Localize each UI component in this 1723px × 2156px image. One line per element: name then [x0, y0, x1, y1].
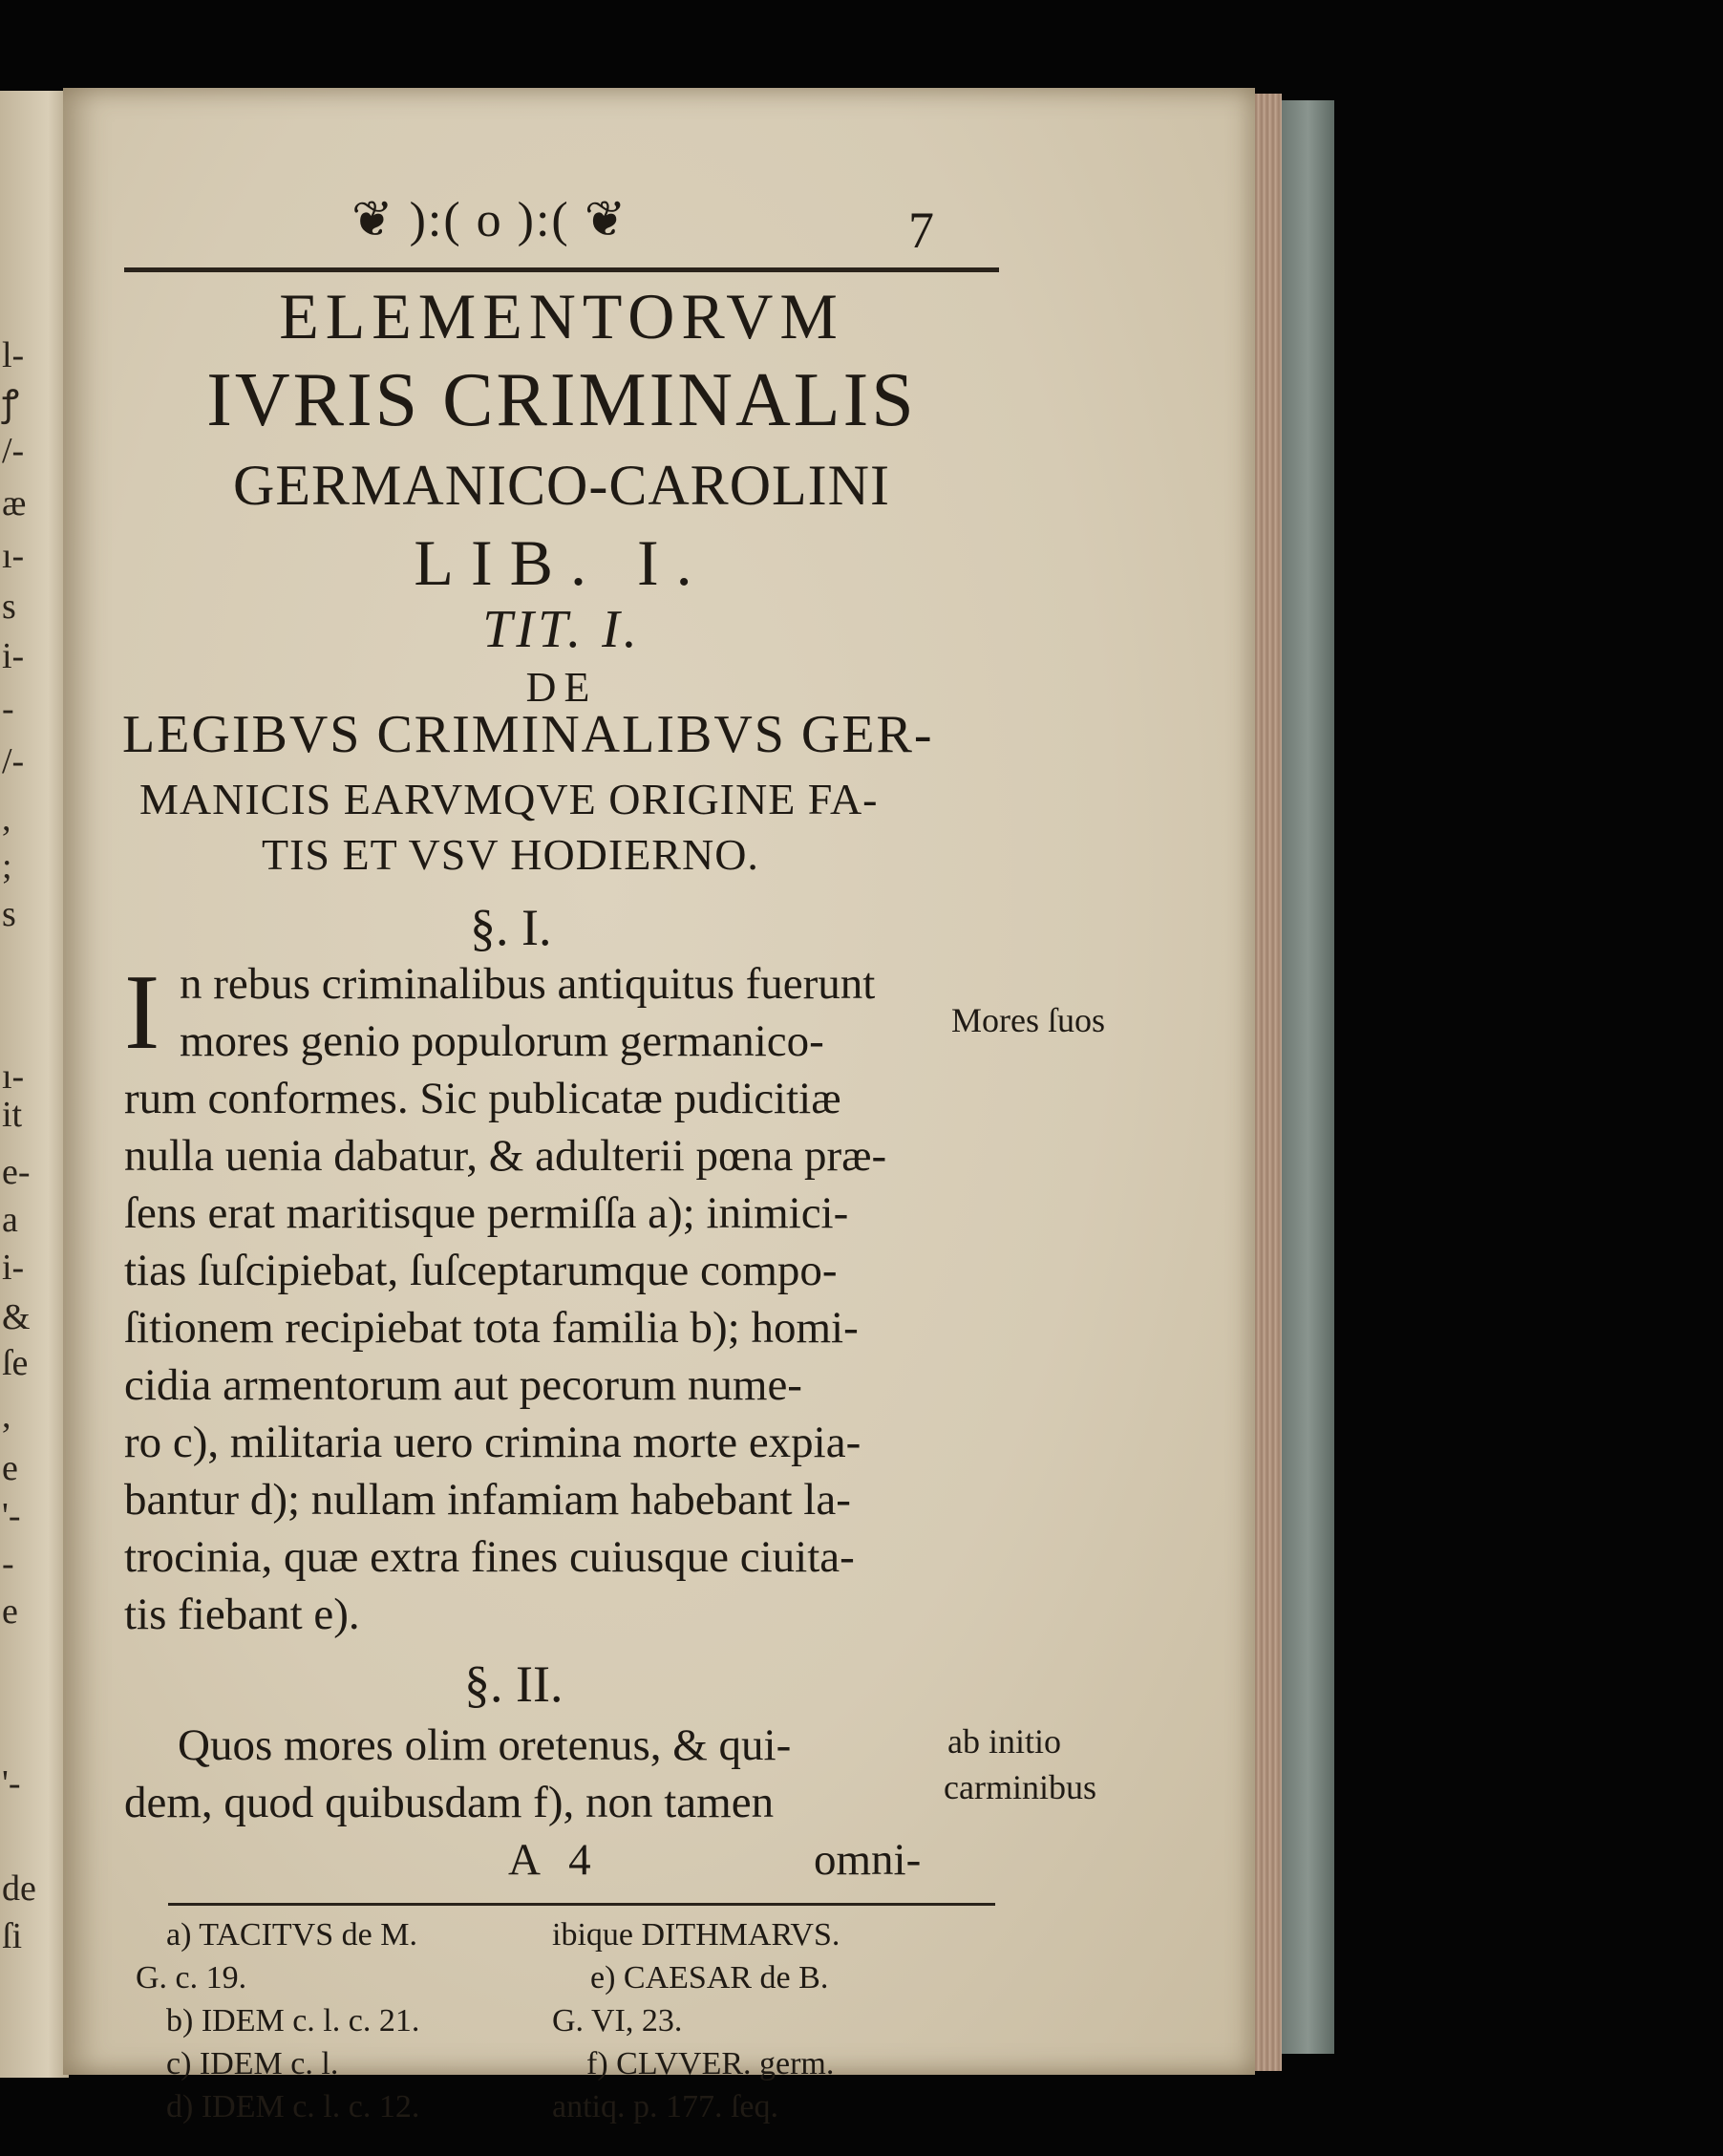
book-cover-edge	[1282, 100, 1334, 2054]
left-fragment: e	[2, 1591, 18, 1632]
title-tis-et-usu: TIS ET VSV HODIERNO.	[262, 830, 759, 879]
left-fragment: e	[2, 1448, 18, 1488]
title-tit: TIT. I.	[482, 600, 641, 659]
body-line: trocinia, quæ extra fines cuiusque ciuita-	[124, 1532, 855, 1582]
left-fragment: '-	[2, 1496, 21, 1536]
margin-note-ab-initio: ab initio	[947, 1722, 1061, 1761]
body-line: ſitionem recipiebat tota familia b); homi-	[124, 1303, 859, 1353]
footnote-line: G. c. 19.	[136, 1960, 247, 1996]
body-line: ro c), militaria uero crimina morte expia-	[124, 1418, 862, 1467]
footnote-line: ibique DITHMARVS.	[552, 1917, 840, 1953]
left-fragment: -	[2, 689, 14, 729]
left-fragment: '-	[2, 1763, 21, 1804]
footnote-line: e) CAESAR de B.	[590, 1960, 829, 1996]
left-fragment: ſe	[2, 1343, 29, 1383]
body-line: bantur d); nullam infamiam habebant la-	[124, 1475, 851, 1525]
left-fragment: i-	[2, 1248, 25, 1288]
section-heading-1: §. I.	[470, 899, 552, 956]
left-fragment: e-	[2, 1152, 31, 1192]
left-fragment: s	[2, 587, 16, 627]
signature-mark: A 4	[508, 1835, 601, 1885]
body-line: tias ſuſcipiebat, ſuſceptarumque compo-	[124, 1246, 838, 1295]
title-de: DE	[525, 664, 598, 711]
left-facing-page	[0, 91, 69, 2078]
title-germanico-carolini: GERMANICO-CAROLINI	[233, 454, 890, 517]
catchword: omni-	[814, 1835, 922, 1885]
left-fragment: l-	[2, 335, 25, 375]
footnote-rule	[168, 1903, 995, 1906]
title-manicis: MANICIS EARVMQVE ORIGINE FA-	[139, 775, 879, 823]
section-heading-2: §. II.	[464, 1655, 564, 1713]
left-fragment: &	[2, 1297, 31, 1337]
margin-note-carminibus: carminibus	[944, 1768, 1096, 1806]
left-fragment: -	[2, 1544, 14, 1584]
body-line: n rebus criminalibus antiquitus fuerunt	[180, 959, 876, 1009]
left-fragment: i-	[2, 636, 25, 676]
left-fragment: ſi	[2, 1916, 23, 1956]
body-line: tis fiebant e).	[124, 1590, 360, 1639]
body-line: cidia armentorum aut pecorum nume-	[124, 1360, 802, 1410]
title-legibus: LEGIBVS CRIMINALIBVS GER-	[122, 705, 934, 764]
left-fragment: ,	[2, 799, 11, 839]
left-fragment: æ	[2, 483, 27, 523]
left-fragment: ı-	[2, 1057, 25, 1097]
left-fragment: ;	[2, 846, 12, 886]
footnote-line: a) TACITVS de M.	[166, 1917, 417, 1953]
left-fragment: ı-	[2, 536, 25, 576]
footnote-line: d) IDEM c. l. c. 12.	[166, 2089, 420, 2124]
footnote-line: c) IDEM c. l.	[166, 2046, 339, 2081]
body-line: nulla uenia dabatur, & adulterii pœna præ-	[124, 1131, 887, 1181]
margin-note-mores: Mores ſuos	[951, 1001, 1105, 1039]
body-line: rum conformes. Sic publicatæ pudicitiæ	[124, 1074, 841, 1123]
footnote-line: b) IDEM c. l. c. 21.	[166, 2003, 420, 2039]
left-fragment: de	[2, 1868, 36, 1909]
header-ornament: ❦ ):( o ):( ❦	[351, 193, 628, 247]
footnote-line: antiq. p. 177. ſeq.	[552, 2089, 779, 2124]
body-line: ſens erat maritisque permiſſa a); inimici-	[124, 1188, 849, 1238]
body-line: mores genio populorum germanico-	[180, 1016, 824, 1066]
left-fragment: a	[2, 1200, 18, 1240]
title-iuris-criminalis: IVRIS CRIMINALIS	[206, 358, 917, 442]
left-fragment: ,	[2, 1396, 11, 1436]
left-fragment: it	[2, 1095, 23, 1135]
header-rule	[124, 267, 999, 272]
left-fragment: s	[2, 894, 16, 934]
title-lib: LIB. I.	[414, 526, 710, 599]
footnote-line: G. VI, 23.	[552, 2003, 683, 2039]
body-line: dem, quod quibusdam f), non tamen	[124, 1778, 775, 1827]
left-fragment: /-	[2, 431, 25, 471]
body-line: Quos mores olim oretenus, & qui-	[178, 1720, 792, 1770]
footnote-line: f) CLVVER. germ.	[586, 2046, 835, 2081]
page-number: 7	[908, 202, 934, 259]
left-fragment: ꝭ	[2, 384, 20, 424]
left-fragment: /-	[2, 741, 25, 781]
book-page	[63, 88, 1255, 2124]
drop-capital: I	[124, 953, 160, 1072]
title-elementorum: ELEMENTORVM	[279, 280, 844, 352]
